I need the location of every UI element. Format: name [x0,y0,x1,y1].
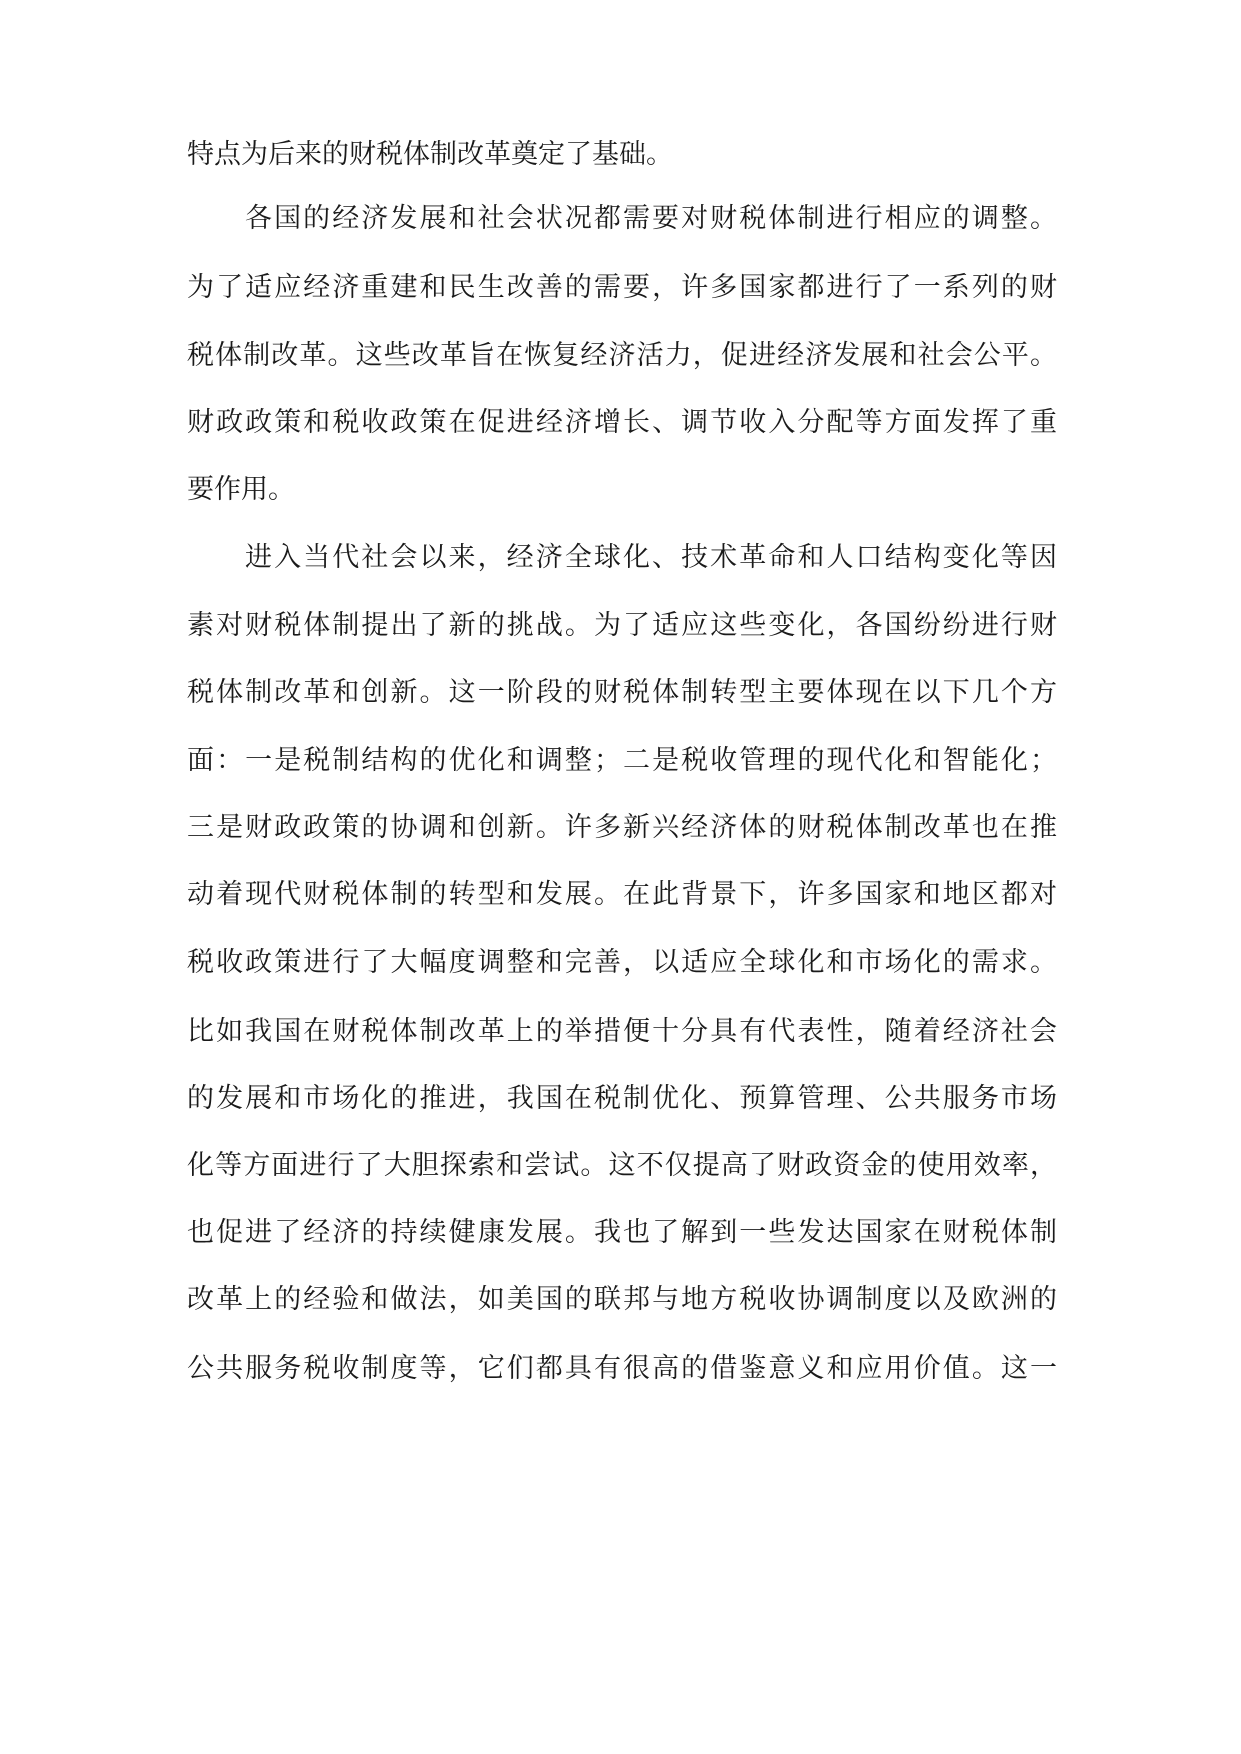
text-line: 面：一是税制结构的优化和调整；二是税收管理的现代化和智能化； [187,745,1057,776]
text-line: 改革上的经验和做法，如美国的联邦与地方税收协调制度以及欧洲的 [187,1284,1057,1315]
text-line: 为了适应经济重建和民生改善的需要，许多国家都进行了一系列的财 [187,272,1057,303]
text-line: 三是财政政策的协调和创新。许多新兴经济体的财税体制改革也在推 [187,812,1057,843]
text-line: 税体制改革。这些改革旨在恢复经济活力，促进经济发展和社会公平。 [187,340,1057,371]
text-line: 的发展和市场化的推进，我国在税制优化、预算管理、公共服务市场 [187,1083,1057,1114]
text-line: 要作用。 [187,474,295,505]
text-line: 比如我国在财税体制改革上的举措便十分具有代表性，随着经济社会 [187,1016,1057,1047]
text-line: 素对财税体制提出了新的挑战。为了适应这些变化，各国纷纷进行财 [187,610,1057,641]
text-line: 也促进了经济的持续健康发展。我也了解到一些发达国家在财税体制 [187,1217,1057,1248]
text-line: 税体制改革和创新。这一阶段的财税体制转型主要体现在以下几个方 [187,677,1057,708]
text-line: 财政政策和税收政策在促进经济增长、调节收入分配等方面发挥了重 [187,407,1057,438]
text-line: 动着现代财税体制的转型和发展。在此背景下，许多国家和地区都对 [187,879,1057,910]
text-line: 税收政策进行了大幅度调整和完善，以适应全球化和市场化的需求。 [187,947,1057,978]
text-line: 公共服务税收制度等，它们都具有很高的借鉴意义和应用价值。这一 [187,1353,1057,1384]
text-line: 进入当代社会以来，经济全球化、技术革命和人口结构变化等因 [245,542,1057,573]
text-line: 特点为后来的财税体制改革奠定了基础。 [187,139,673,170]
text-line: 各国的经济发展和社会状况都需要对财税体制进行相应的调整。 [245,203,1057,234]
text-line: 化等方面进行了大胆探索和尝试。这不仅提高了财政资金的使用效率， [187,1150,1057,1181]
